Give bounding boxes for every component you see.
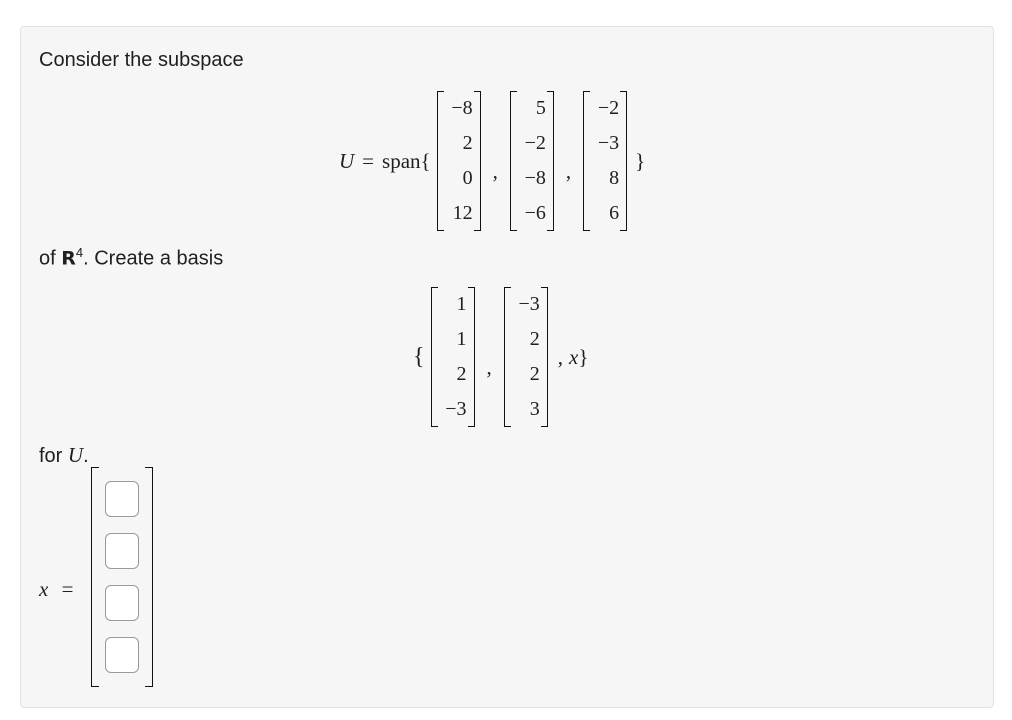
vector-entry: −8: [524, 167, 546, 189]
prompt-subspace-var: U: [67, 443, 84, 467]
comma: ,: [565, 158, 572, 183]
comma: ,: [486, 354, 492, 379]
subspace-equation: [339, 91, 645, 231]
prompt-line-1: Consider the subspace: [39, 49, 244, 71]
prompt-line-2: [39, 245, 223, 271]
question-card: [20, 26, 994, 708]
vector-entry: 2: [456, 363, 467, 385]
comma: ,: [557, 344, 564, 369]
vector-entry: −3: [445, 398, 467, 420]
prompt-line-3: [39, 443, 89, 468]
vector-entry: 12: [452, 202, 473, 224]
vector-entry: 3: [529, 398, 540, 420]
equals-sign: =: [362, 148, 375, 173]
prompt-for: for: [39, 445, 68, 467]
prompt-create-basis: . Create a basis: [83, 247, 224, 270]
vector-entry: 1: [456, 293, 467, 315]
vector-entry: 2: [462, 132, 473, 154]
answer-label: [39, 577, 73, 602]
answer-vector: [91, 467, 153, 687]
basis-vector-2: [504, 287, 548, 427]
basis-open-brace: {: [413, 343, 425, 370]
answer-input-1[interactable]: [105, 481, 139, 517]
answer-input-3[interactable]: [105, 585, 139, 621]
vector-entry: −8: [451, 97, 473, 119]
vector-entry: 8: [609, 167, 620, 189]
vector-entry: 2: [529, 363, 540, 385]
vector-entry: 1: [456, 328, 467, 350]
answer-input-4[interactable]: [105, 637, 139, 673]
basis-close-brace: }: [578, 344, 589, 369]
vector-entry: −3: [597, 132, 620, 154]
basis-equation: [413, 287, 588, 427]
vector-entry: 0: [462, 167, 473, 189]
vector-entry: −3: [518, 293, 540, 315]
comma: ,: [492, 158, 498, 183]
vector-entry: 6: [609, 202, 620, 224]
answer-input-2[interactable]: [105, 533, 139, 569]
vector-entry: −2: [524, 132, 546, 154]
vector-entry: 2: [529, 328, 540, 350]
prompt-period: .: [83, 445, 89, 467]
vector-entry: 5: [535, 97, 546, 119]
span-close: }: [635, 148, 646, 173]
real-numbers-symbol: R: [61, 247, 76, 270]
span-vector-3: [583, 91, 627, 231]
span-vector-2: [510, 91, 554, 231]
span-vector-1: [437, 91, 481, 231]
dimension-superscript: 4: [75, 245, 84, 260]
subspace-symbol: U: [339, 148, 355, 173]
vector-entry: −6: [524, 202, 546, 224]
answer-var: x: [39, 577, 49, 601]
span-open: span{: [382, 148, 431, 173]
vector-entry: −2: [597, 97, 620, 119]
basis-unknown-var: x: [569, 344, 579, 369]
basis-vector-1: [431, 287, 475, 427]
prompt-of: of: [39, 247, 62, 270]
answer-equals: =: [61, 577, 74, 601]
